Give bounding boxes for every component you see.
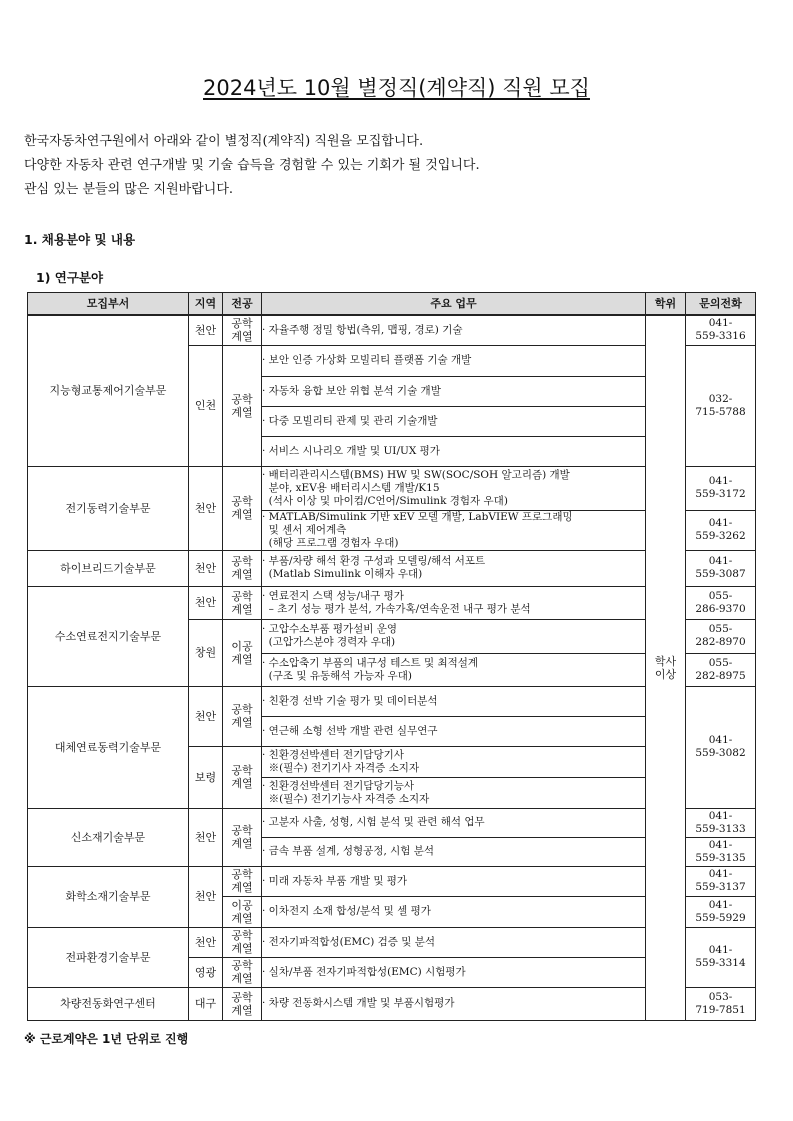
phone-cell: 055- 282-8975 — [686, 653, 756, 686]
task-cell: · 다중 모빌리티 관제 및 관리 기술개발 — [262, 406, 646, 436]
task-cell: · 금속 부품 설계, 성형공정, 시험 분석 — [262, 837, 646, 866]
phone-cell: 055- 286-9370 — [686, 586, 756, 619]
phone-cell: 041- 559-3314 — [686, 927, 756, 987]
task-cell: · 차량 전동화시스템 개발 및 부품시험평가 — [262, 987, 646, 1020]
task-cell: · 미래 자동차 부품 개발 및 평가 — [262, 866, 646, 896]
major-cell: 이공 계열 — [223, 896, 262, 927]
region-cell: 보령 — [189, 746, 223, 808]
major-cell: 공학 계열 — [223, 345, 262, 466]
phone-cell: 041- 559-3137 — [686, 866, 756, 896]
task-cell: · 실차/부품 전자기파적합성(EMC) 시험평가 — [262, 957, 646, 987]
task-cell: · 자율주행 정밀 항법(측위, 맵핑, 경로) 기술 — [262, 315, 646, 345]
dept-cell: 지능형교통제어기술부문 — [28, 315, 189, 466]
task-cell: · 고압수소부품 평가설비 운영 (고압가스분야 경력자 우대) — [262, 619, 646, 653]
dept-cell: 전파환경기술부문 — [28, 927, 189, 987]
header-degree: 학위 — [646, 293, 686, 316]
subsection-heading: 1) 연구분야 — [36, 270, 104, 285]
footnote: ※ 근로계약은 1년 단위로 진행 — [24, 1032, 189, 1046]
phone-cell: 055- 282-8970 — [686, 619, 756, 653]
major-cell: 공학 계열 — [223, 466, 262, 550]
section-heading: 1. 채용분야 및 내용 — [24, 232, 136, 247]
phone-cell: 053- 719-7851 — [686, 987, 756, 1020]
region-cell: 천안 — [189, 550, 223, 586]
phone-cell: 041- 559-3172 — [686, 466, 756, 510]
phone-cell: 041- 559-3087 — [686, 550, 756, 586]
region-cell: 천안 — [189, 686, 223, 746]
major-cell: 공학 계열 — [223, 927, 262, 957]
major-cell: 공학 계열 — [223, 987, 262, 1020]
task-cell: · 자동차 융합 보안 위협 분석 기술 개발 — [262, 376, 646, 406]
major-cell: 공학 계열 — [223, 866, 262, 896]
phone-cell: 041- 559-5929 — [686, 896, 756, 927]
major-cell: 공학 계열 — [223, 808, 262, 866]
phone-cell: 032- 715-5788 — [686, 345, 756, 466]
table-row — [28, 315, 756, 345]
phone-cell: 041- 559-3082 — [686, 686, 756, 808]
region-cell: 인천 — [189, 345, 223, 466]
degree-cell: 학사 이상 — [646, 315, 686, 1020]
dept-cell: 차량전동화연구센터 — [28, 987, 189, 1020]
dept-cell: 화학소재기술부문 — [28, 866, 189, 927]
major-cell: 이공 계열 — [223, 619, 262, 686]
header-region: 지역 — [189, 293, 223, 316]
page-title: 2024년도 10월 별정직(계약직) 직원 모집 — [203, 76, 590, 100]
task-cell: · 전자기파적합성(EMC) 검증 및 분석 — [262, 927, 646, 957]
region-cell: 창원 — [189, 619, 223, 686]
region-cell: 대구 — [189, 987, 223, 1020]
phone-cell: 041- 559-3133 — [686, 808, 756, 837]
phone-cell: 041- 559-3262 — [686, 510, 756, 550]
region-cell: 천안 — [189, 315, 223, 345]
phone-cell: 041- 559-3135 — [686, 837, 756, 866]
major-cell: 공학 계열 — [223, 957, 262, 987]
task-cell: · MATLAB/Simulink 기반 xEV 모델 개발, LabVIEW 프로그래밍 및 센서 제어계측 (해당 프로그램 경험자 우대) — [262, 510, 646, 550]
intro-line: 다양한 자동차 관련 연구개발 및 기술 습득을 경험할 수 있는 기회가 될 것입니다. — [24, 158, 480, 173]
task-cell: · 부품/차량 해석 환경 구성과 모델링/해석 서포트 (Matlab Simulink 이해자 우대) — [262, 550, 646, 586]
header-major: 전공 — [223, 293, 262, 316]
task-cell: · 연근해 소형 선박 개발 관련 실무연구 — [262, 716, 646, 746]
task-cell: · 고분자 사출, 성형, 시험 분석 및 관련 해석 업무 — [262, 808, 646, 837]
major-cell: 공학 계열 — [223, 586, 262, 619]
intro-line: 관심 있는 분들의 많은 지원바랍니다. — [24, 182, 234, 197]
region-cell: 천안 — [189, 927, 223, 957]
table-header-row — [28, 293, 756, 316]
intro-line: 한국자동차연구원에서 아래와 같이 별정직(계약직) 직원을 모집합니다. — [24, 134, 424, 149]
region-cell: 영광 — [189, 957, 223, 987]
dept-cell: 대체연료동력기술부문 — [28, 686, 189, 808]
phone-cell: 041- 559-3316 — [686, 315, 756, 345]
dept-cell: 신소재기술부문 — [28, 808, 189, 866]
region-cell: 천안 — [189, 808, 223, 866]
region-cell: 천안 — [189, 866, 223, 927]
major-cell: 공학 계열 — [223, 746, 262, 808]
task-cell: · 연료전지 스택 성능/내구 평가 – 초기 성능 평가 분석, 가속가혹/연속운전 내구 평가 분석 — [262, 586, 646, 619]
task-cell: · 친환경선박센터 전기담당기능사 ※(필수) 전기기능사 자격증 소지자 — [262, 777, 646, 808]
header-dept: 모집부서 — [28, 293, 189, 316]
header-task: 주요 업무 — [262, 293, 646, 316]
task-cell: · 수소압축기 부품의 내구성 테스트 및 최적설계 (구조 및 유동해석 가능자 우대) — [262, 653, 646, 686]
major-cell: 공학 계열 — [223, 315, 262, 345]
task-cell: · 친환경 선박 기술 평가 및 데이터분석 — [262, 686, 646, 716]
dept-cell: 하이브리드기술부문 — [28, 550, 189, 586]
task-cell: · 서비스 시나리오 개발 및 UI/UX 평가 — [262, 436, 646, 466]
task-cell: · 보안 인증 가상화 모빌리티 플랫폼 기술 개발 — [262, 345, 646, 376]
region-cell: 천안 — [189, 586, 223, 619]
intro-text — [24, 130, 480, 202]
major-cell: 공학 계열 — [223, 686, 262, 746]
region-cell: 천안 — [189, 466, 223, 550]
header-phone: 문의전화 — [686, 293, 756, 316]
dept-cell: 전기동력기술부문 — [28, 466, 189, 550]
recruitment-table — [27, 292, 756, 1021]
task-cell: · 친환경선박센터 전기담당기사 ※(필수) 전기기사 자격증 소지자 — [262, 746, 646, 777]
task-cell: · 배터리관리시스템(BMS) HW 및 SW(SOC/SOH 알고리즘) 개발 분야, xEV용 배터리시스템 개발/K15 (석사 이상 및 마이컴/C언어/Simulink 경험자 우대) — [262, 466, 646, 510]
major-cell: 공학 계열 — [223, 550, 262, 586]
dept-cell: 수소연료전지기술부문 — [28, 586, 189, 686]
task-cell: · 이차전지 소재 합성/분석 및 셀 평가 — [262, 896, 646, 927]
